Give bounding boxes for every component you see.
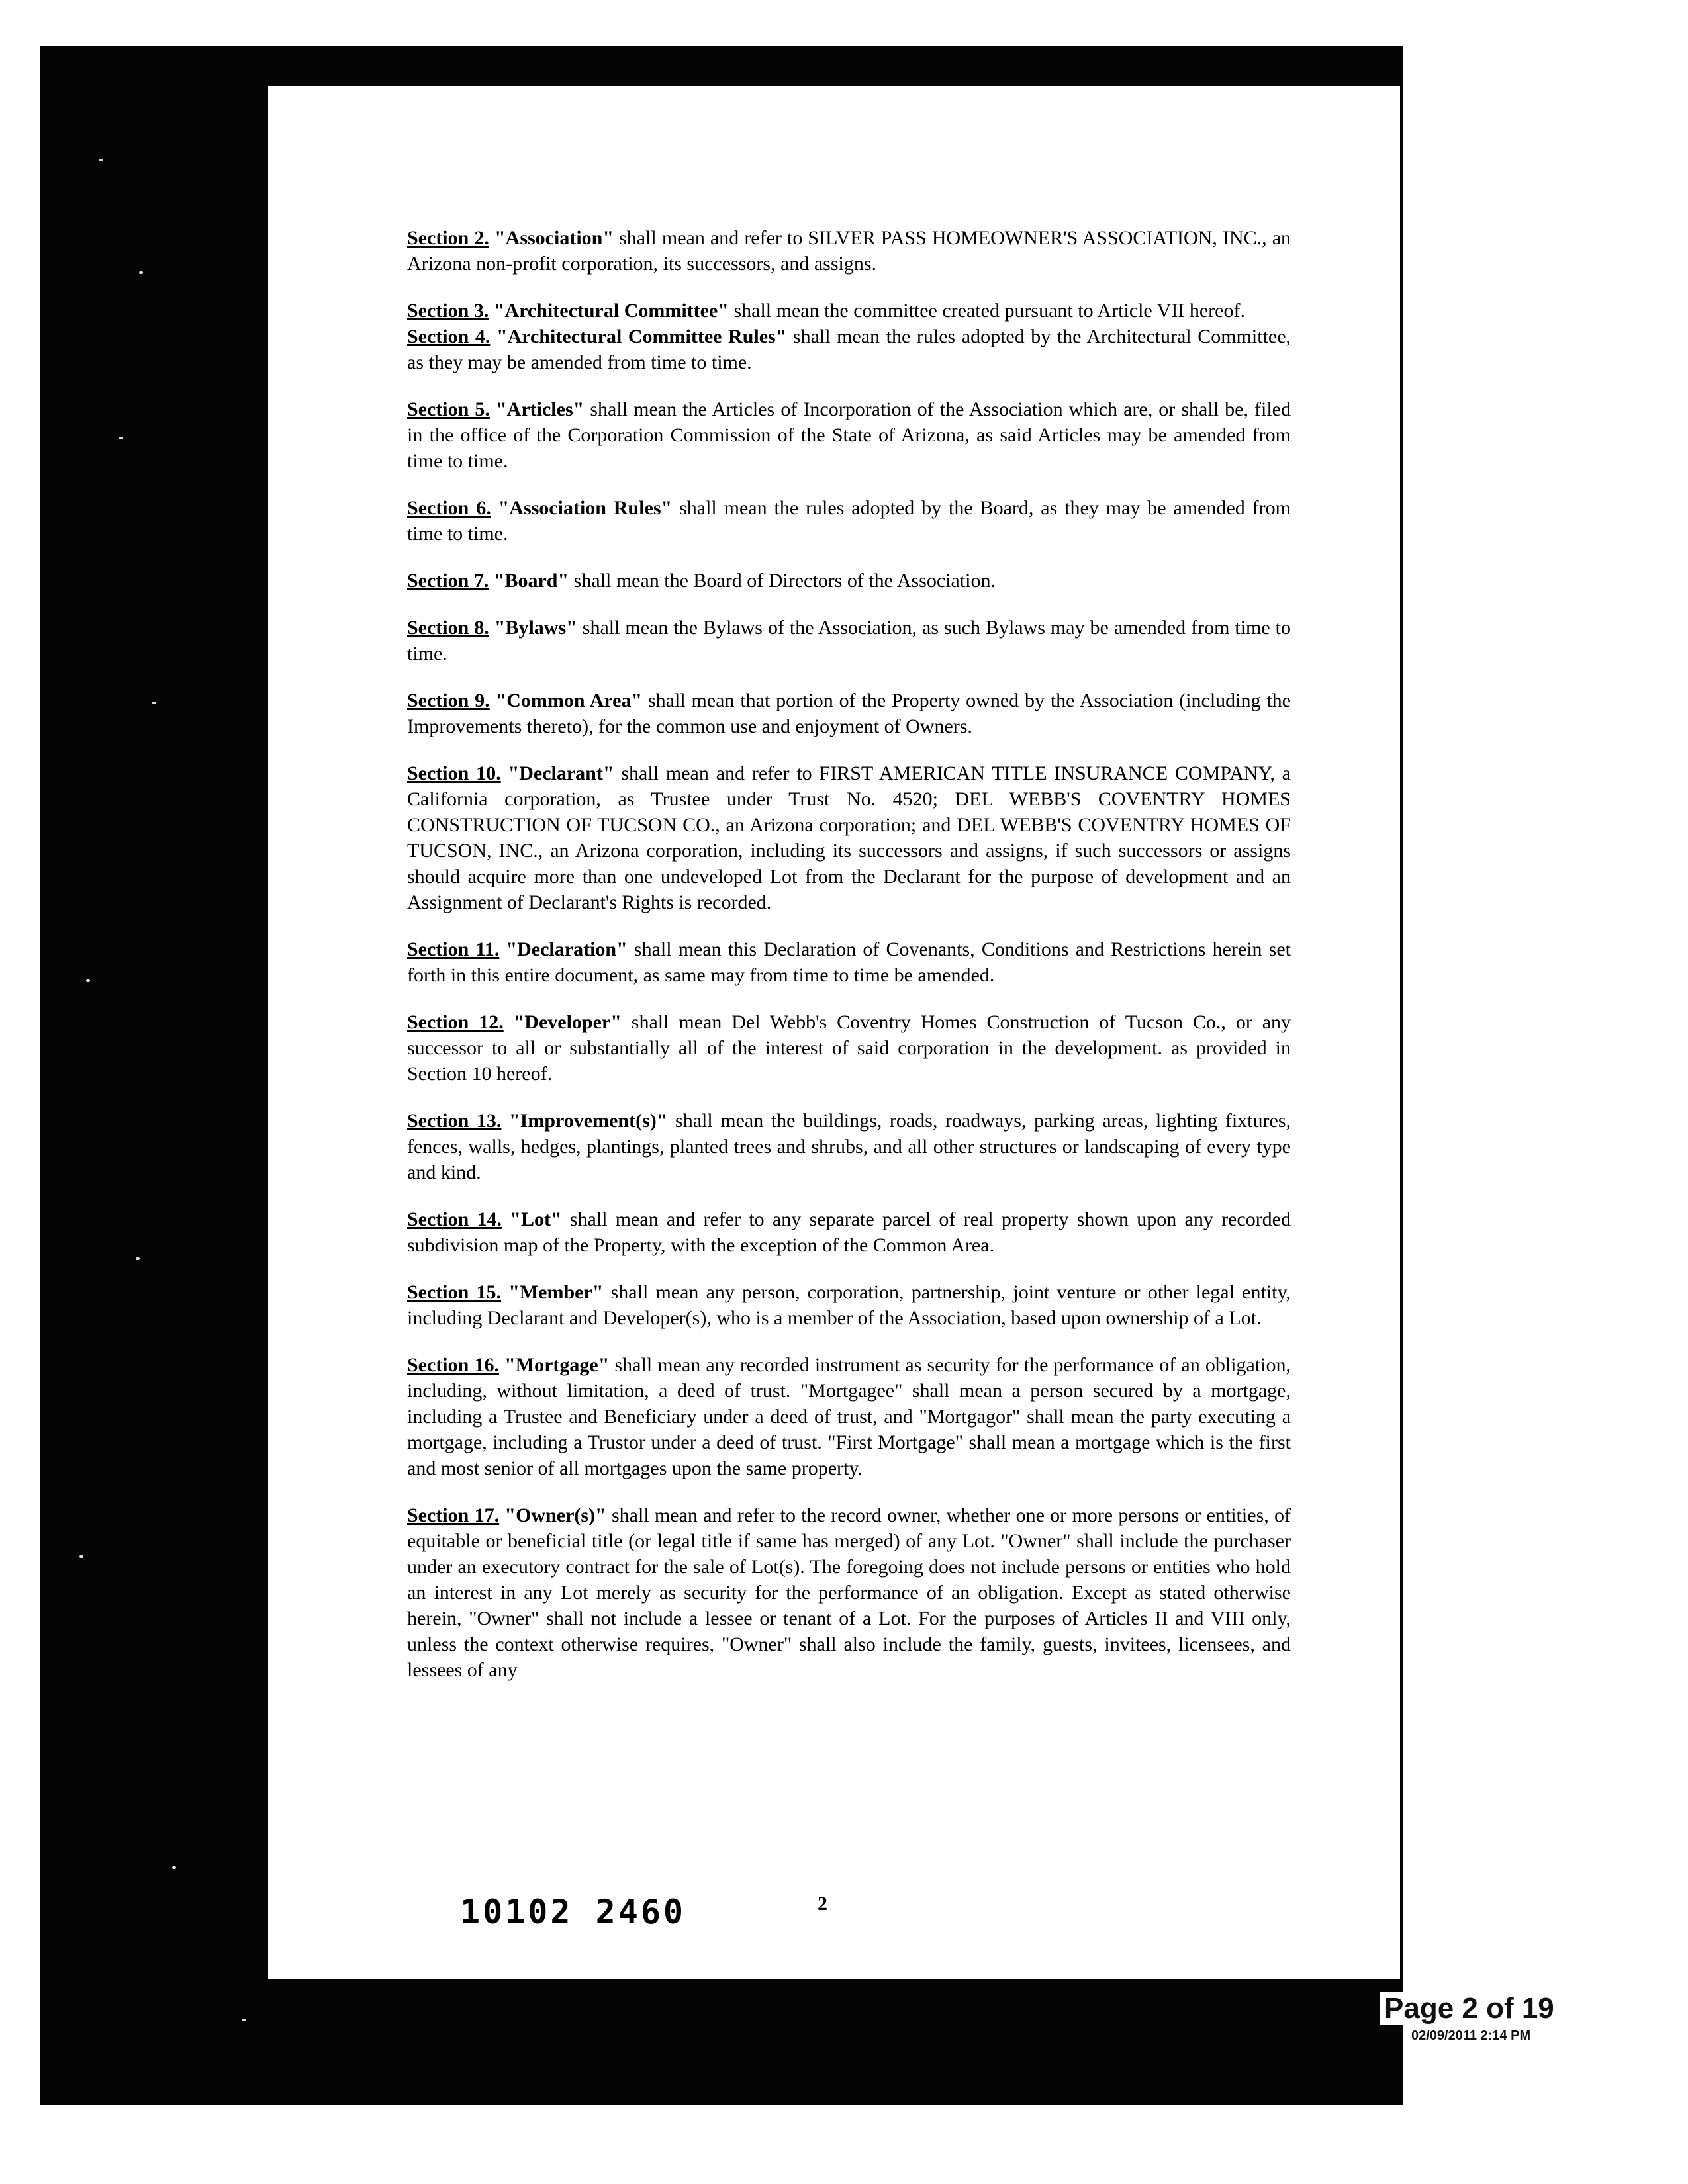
section-paragraph bbox=[407, 298, 1291, 324]
section-label: Section 7. bbox=[407, 570, 489, 592]
section-text: shall mean and refer to any separate parcel of real property shown upon any recorded subdivision map of the Property, with the exception of the Common Area. bbox=[407, 1208, 1291, 1256]
section-text: shall mean any person, corporation, partnership, joint venture or other legal entity, including Declarant and Developer(s), who is a member of the Association, based upon ownership of a Lot. bbox=[407, 1281, 1291, 1329]
defined-term: "Association" bbox=[494, 227, 614, 249]
defined-term: "Lot" bbox=[510, 1208, 562, 1230]
section-paragraph bbox=[407, 760, 1291, 915]
section-text: shall mean that portion of the Property owned by the Association (including the Improvements thereto), for the common use and enjoyment of Owners. bbox=[407, 690, 1291, 737]
section-paragraph bbox=[407, 936, 1291, 988]
section-label: Section 13. bbox=[407, 1110, 502, 1132]
scan-speck bbox=[99, 159, 103, 161]
section-text: shall mean any recorded instrument as security for the performance of an obligation, including, without limitation, a deed of trust. "Mortgagee" shall mean a person secured by a mortgage, including a Trustee and Beneficiary under a deed of trust, and "Mortgagor" shall mean the party executing a mortgage, including a Trustor under a deed of trust. "First Mortgage" shall mean a mortgage which is the first and most senior of all mortgages upon the same property. bbox=[407, 1354, 1291, 1479]
section-text: shall mean this Declaration of Covenants, Conditions and Restrictions herein set forth in this entire document, as same may from time to time be amended. bbox=[407, 938, 1291, 986]
section-label: Section 14. bbox=[407, 1208, 502, 1230]
section-label: Section 6. bbox=[407, 497, 491, 519]
page-footer bbox=[460, 1893, 1056, 1946]
page-number: 2 bbox=[818, 1893, 827, 1915]
section-label: Section 10. bbox=[407, 762, 501, 784]
document-page bbox=[268, 86, 1400, 1979]
section-text: shall mean the Bylaws of the Association, as such Bylaws may be amended from time to time. bbox=[407, 617, 1291, 664]
section-paragraph bbox=[407, 615, 1291, 666]
scan-speck bbox=[136, 1257, 140, 1260]
document-body bbox=[407, 225, 1291, 1704]
section-paragraph bbox=[407, 495, 1291, 547]
section-label: Section 2. bbox=[407, 227, 489, 249]
section-label: Section 4. bbox=[407, 326, 491, 347]
section-label: Section 12. bbox=[407, 1011, 504, 1033]
defined-term: "Common Area" bbox=[495, 690, 643, 711]
scan-speck bbox=[242, 2019, 246, 2021]
section-paragraph bbox=[407, 1352, 1291, 1481]
defined-term: "Improvement(s)" bbox=[509, 1110, 668, 1132]
section-paragraph bbox=[407, 324, 1291, 375]
section-label: Section 16. bbox=[407, 1354, 499, 1376]
section-label: Section 11. bbox=[407, 938, 500, 960]
section-label: Section 8. bbox=[407, 617, 489, 639]
section-label: Section 3. bbox=[407, 300, 489, 322]
section-text: shall mean the Articles of Incorporation of the Association which are, or shall be, filed in the office of the Corporation Commission of the State of Arizona, as said Articles may be amended from time to time. bbox=[407, 398, 1291, 472]
defined-term: "Bylaws" bbox=[494, 617, 577, 639]
defined-term: "Architectural Committee" bbox=[493, 300, 729, 322]
scan-speck bbox=[152, 702, 156, 704]
section-label: Section 9. bbox=[407, 690, 490, 711]
scan-speck bbox=[139, 271, 143, 274]
section-text: shall mean the Board of Directors of the Association. bbox=[569, 570, 996, 592]
scan-speck bbox=[79, 1555, 83, 1558]
section-label: Section 15. bbox=[407, 1281, 502, 1303]
defined-term: "Member" bbox=[508, 1281, 604, 1303]
section-paragraph bbox=[407, 1108, 1291, 1185]
section-text: shall mean and refer to SILVER PASS HOMEOWNER'S ASSOCIATION, INC., an Arizona non-profit corporation, its successors, and assigns. bbox=[407, 227, 1291, 275]
defined-term: "Mortgage" bbox=[504, 1354, 610, 1376]
section-label: Section 17. bbox=[407, 1504, 500, 1526]
section-label: Section 5. bbox=[407, 398, 490, 420]
scan-bottom-strip bbox=[40, 2078, 1403, 2105]
section-text: shall mean the buildings, roads, roadways, parking areas, lighting fixtures, fences, walls, hedges, plantings, planted trees and shrubs, and all other structures or landscaping of every type and kind. bbox=[407, 1110, 1291, 1183]
section-text: shall mean the rules adopted by the Architectural Committee, as they may be amended from time to time. bbox=[407, 326, 1291, 373]
section-text: shall mean and refer to FIRST AMERICAN TITLE INSURANCE COMPANY, a California corporation, as Trustee under Trust No. 4520; DEL WEBB'S COVENTRY HOMES CONSTRUCTION OF TUCSON CO., an Arizona corporation; and DEL WEBB'S COVENTRY HOMES OF TUCSON, INC., an Arizona corporation, including its successors and assigns, if such successors or assigns should acquire more than one undeveloped Lot from the Declarant for the purpose of development and an Assignment of Declarant's Rights is recorded. bbox=[407, 762, 1291, 913]
section-paragraph bbox=[407, 1206, 1291, 1258]
section-text: shall mean and refer to the record owner, whether one or more persons or entities, of equitable or beneficial title (or legal title if same has merged) of any Lot. "Owner" shall include the purchaser under an executory contract for the sale of Lot(s). The foregoing does not include persons or entities who hold an interest in any Lot merely as security for the performance of an obligation. Except as stated otherwise herein, "Owner" shall not include a lessee or tenant of a Lot. For the purposes of Articles II and VIII only, unless the context otherwise requires, "Owner" shall also include the family, guests, invitees, licensees, and lessees of any bbox=[407, 1504, 1291, 1681]
section-paragraph bbox=[407, 225, 1291, 277]
defined-term: "Board" bbox=[493, 570, 569, 592]
defined-term: "Declaration" bbox=[506, 938, 628, 960]
section-text: shall mean Del Webb's Coventry Homes Construction of Tucson Co., or any successor to all or substantially all of the interest of said corporation in the development. as provided in Section 10 hereof. bbox=[407, 1011, 1291, 1085]
scan-speck bbox=[119, 437, 123, 439]
defined-term: "Developer" bbox=[513, 1011, 622, 1033]
section-paragraph bbox=[407, 1279, 1291, 1331]
recording-code: 10102 2460 bbox=[460, 1893, 686, 1931]
scan-top-strip bbox=[291, 46, 1403, 86]
print-timestamp: 02/09/2011 2:14 PM bbox=[1411, 2028, 1531, 2043]
section-text: shall mean the committee created pursuant to Article VII hereof. bbox=[728, 300, 1245, 322]
defined-term: "Owner(s)" bbox=[504, 1504, 606, 1526]
defined-term: "Declarant" bbox=[508, 762, 614, 784]
section-paragraph bbox=[407, 1009, 1291, 1087]
defined-term: "Association Rules" bbox=[498, 497, 673, 519]
section-paragraph bbox=[407, 396, 1291, 474]
section-paragraph bbox=[407, 568, 1291, 594]
section-paragraph bbox=[407, 688, 1291, 739]
scan-speck bbox=[172, 1866, 176, 1869]
section-paragraph bbox=[407, 1502, 1291, 1683]
defined-term: "Articles" bbox=[496, 398, 585, 420]
scan-speck bbox=[86, 979, 90, 982]
section-text: shall mean the rules adopted by the Board, as they may be amended from time to time. bbox=[407, 497, 1291, 545]
page-indicator: Page 2 of 19 bbox=[1380, 1992, 1558, 2025]
defined-term: "Architectural Committee Rules" bbox=[496, 326, 787, 347]
